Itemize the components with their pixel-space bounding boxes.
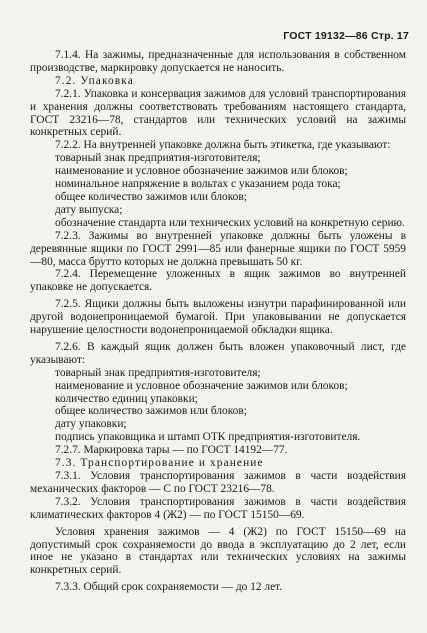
paragraph: дату выпуска; <box>55 203 123 216</box>
document-body <box>30 49 406 594</box>
paragraph: подпись упаковщика и штамп ОТК предприятия-изготовителя. <box>55 431 361 444</box>
paragraph: 7.2.7. Маркировка тары — по ГОСТ 14192—77. <box>55 444 288 457</box>
paragraph: общее количество зажимов или блоков; <box>55 405 247 418</box>
paragraph: 7.3. Транспортирование и хранение <box>55 457 264 470</box>
paragraph: дату упаковки; <box>55 418 127 431</box>
paragraph: наименование и условное обозначение зажимов или блоков; <box>55 165 348 178</box>
paragraph: 7.2.6. В каждый ящик должен быть вложен упаковочный лист, где указывают: <box>30 340 406 366</box>
paragraph: наименование и условное обозначение зажимов или блоков; <box>55 379 348 392</box>
paragraph: обозначение стандарта или технических условий на конкретную серию. <box>55 216 405 229</box>
page-header: ГОСТ 19132—86 Стр. 17 <box>283 30 409 42</box>
paragraph: 7.1.4. На зажимы, предназначенные для использования в собственном производстве, маркировку допускается не наносить. <box>30 49 406 74</box>
paragraph: 7.2.2. На внутренней упаковке должна быть этикетка, где указывают: <box>55 139 391 152</box>
paragraph: 7.2.1. Упаковка и консервация зажимов для условий транспортирования и хранения должны соответствовать требованиям настоящего стандарта, ГОСТ 23216—78, стандартов или технических условий на зажимы конкретных серий. <box>30 87 406 139</box>
paragraph: 7.3.2. Условия транспортирования зажимов в части воздействия климатических факторов 4 (Ж2) — по ГОСТ 15150—69. <box>30 495 406 521</box>
paragraph: товарный знак предприятия-изготовителя; <box>55 152 261 165</box>
paragraph: 7.3.3. Общий срок сохраняемости — до 12 лет. <box>55 581 283 594</box>
paragraph: 7.2.3. Зажимы во внутренней упаковке должны быть уложены в деревянные ящики по ГОСТ 2991—85 или фанерные ящики по ГОСТ 5959—80, масса брутто которых не должна превышать 50 кг. <box>30 229 406 268</box>
paragraph: количество единиц упаковки; <box>55 392 198 405</box>
paragraph: 7.2.5. Ящики должны быть выложены изнутри парафинированной или другой водонепроницаемой бумагой. При упаковывании не допускается нарушение целостности водонепроницаемой обкладки ящика. <box>30 298 406 337</box>
paragraph: номинальное напряжение в вольтах с указанием рода тока; <box>55 178 341 191</box>
paragraph: 7.2.4. Перемещение уложенных в ящик зажимов во внутренней упаковке не допускается. <box>30 268 406 294</box>
paragraph: общее количество зажимов или блоков; <box>55 190 247 203</box>
paragraph: 7.3.1. Условия транспортирования зажимов в части воздействия механических факторов — С по ГОСТ 23216—78. <box>30 470 406 495</box>
paragraph: товарный знак предприятия-изготовителя; <box>55 366 261 379</box>
paragraph: Условия хранения зажимов — 4 (Ж2) по ГОСТ 15150—69 на допустимый срок сохраняемости до ввода в эксплуатацию до 2 лет, если иное не указано в стандартах или технических условиях на зажимы конкретных серий. <box>30 525 406 577</box>
paragraph: 7.2. Упаковка <box>55 74 134 87</box>
